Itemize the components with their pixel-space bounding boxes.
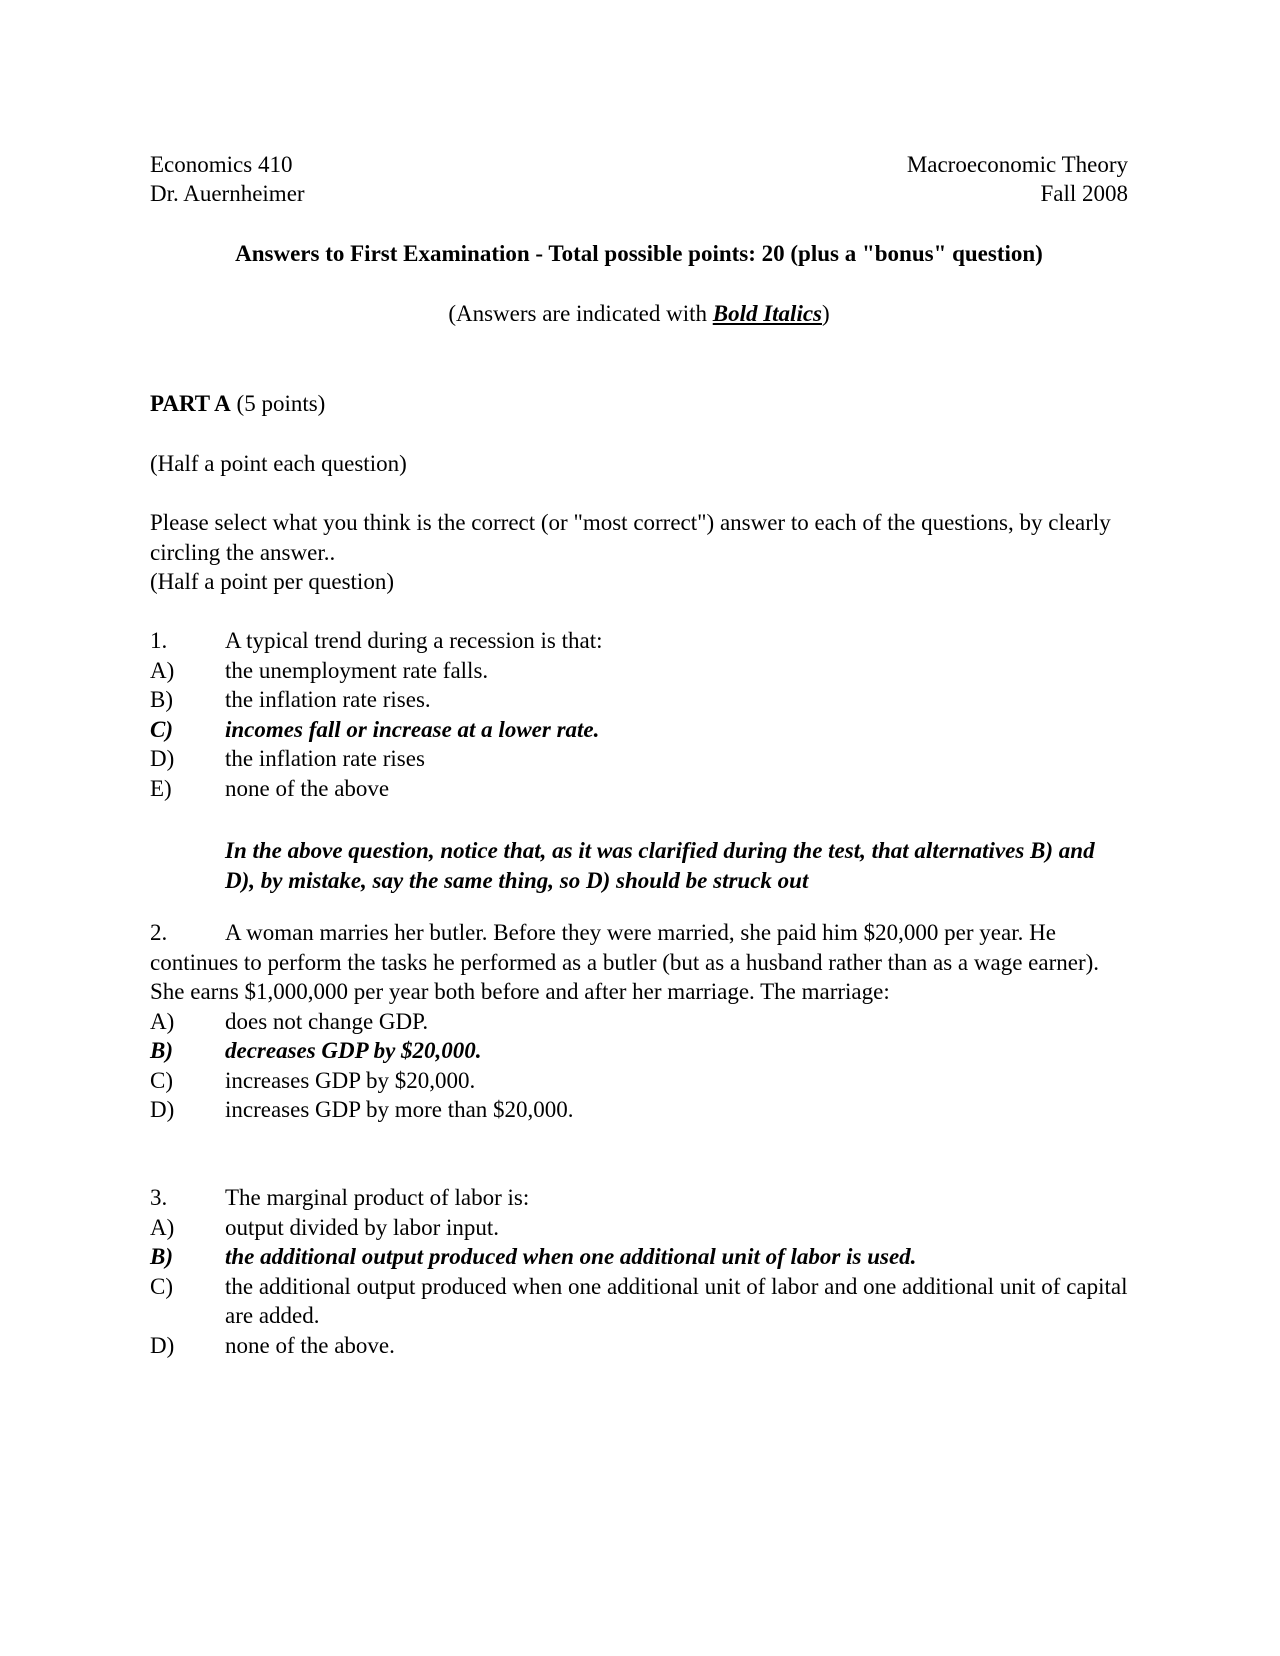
part-a-half-note: (Half a point each question) — [150, 451, 407, 476]
option-b-correct-answer — [150, 1036, 1130, 1066]
option-c — [150, 1272, 1130, 1331]
header-left — [150, 150, 305, 208]
subject-name: Macroeconomic Theory — [906, 152, 1128, 177]
option-text: increases GDP by more than $20,000. — [225, 1097, 574, 1122]
option-text: none of the above — [225, 775, 390, 801]
option-text: decreases GDP by $20,000. — [225, 1038, 482, 1063]
instructor-name: Dr. Auernheimer — [150, 181, 305, 206]
option-label: A) — [150, 1214, 175, 1240]
option-label: C) — [150, 716, 173, 742]
instructions-text: Please select what you think is the correct (or "most correct") answer to each of the questions, by clearly circling the answer.. — [150, 510, 1111, 565]
option-label: D) — [150, 1097, 175, 1122]
option-d — [150, 1095, 1130, 1125]
option-label: C) — [150, 1273, 173, 1299]
question-3 — [150, 1183, 1130, 1360]
option-text: the unemployment rate falls. — [225, 657, 489, 683]
option-b — [150, 685, 1130, 715]
question-text: A typical trend during a recession is that: — [225, 628, 603, 653]
question-number: 3. — [150, 1185, 168, 1210]
question-1 — [150, 626, 1130, 803]
question-number: 1. — [150, 628, 168, 653]
instructions-points: (Half a point per question) — [150, 569, 394, 594]
option-b-correct-answer — [150, 1242, 1130, 1272]
option-c-correct-answer — [150, 715, 1130, 745]
part-a-instructions — [150, 508, 1130, 597]
option-label: C) — [150, 1067, 173, 1093]
option-text: the additional output produced when one additional unit of labor is used. — [225, 1244, 917, 1269]
option-text: the inflation rate rises — [225, 746, 425, 771]
document-title: Answers to First Examination - Total possible points: 20 (plus a "bonus" question) — [235, 241, 1043, 266]
option-text: none of the above. — [225, 1332, 395, 1358]
question-text: The marginal product of labor is: — [225, 1185, 530, 1210]
question-number: 2. — [150, 920, 168, 945]
subtitle-prefix: (Answers are indicated with — [448, 301, 713, 326]
option-text: output divided by labor input. — [225, 1214, 500, 1240]
question-text: A woman marries her butler. Before they were married, she paid him $20,000 per year. He continues to perform the tasks he performed as a butler (but as a husband rather than as a wage earner). She earns $1,000,000 per year both before and after her marriage. The marriage: — [150, 920, 1100, 1004]
option-text: the inflation rate rises. — [225, 687, 431, 712]
option-c — [150, 1066, 1130, 1096]
subtitle-suffix: ) — [822, 301, 830, 326]
course-name: Economics 410 — [150, 152, 293, 177]
question-stem — [150, 626, 1130, 656]
option-a-correct — [150, 1007, 1130, 1037]
option-d — [150, 744, 1130, 774]
option-label: E) — [150, 775, 172, 801]
option-e — [150, 774, 1130, 804]
part-a-label: PART A — [150, 391, 231, 416]
option-text: does not change GDP. — [225, 1008, 429, 1034]
option-label: A) — [150, 657, 175, 683]
option-text: incomes fall or increase at a lower rate. — [225, 716, 600, 742]
option-label: B) — [150, 1038, 173, 1063]
header-right — [907, 150, 1128, 208]
question-2 — [150, 918, 1130, 1125]
option-text: the additional output produced when one additional unit of labor and one additional unit of capital are added. — [225, 1273, 1128, 1328]
term: Fall 2008 — [1040, 181, 1128, 206]
question-1-note: In the above question, notice that, as it was clarified during the test, that alternatives B) and D), by mistake, say the same thing, so D) should be struck out — [225, 838, 1095, 893]
part-a-heading — [150, 389, 1130, 419]
option-text: increases GDP by $20,000. — [225, 1067, 476, 1093]
subtitle-emphasis: Bold Italics — [712, 301, 822, 326]
option-label: D) — [150, 746, 175, 771]
option-a — [150, 1213, 1130, 1243]
option-label: B) — [150, 1244, 173, 1269]
option-label: B) — [150, 687, 173, 712]
option-a — [150, 656, 1130, 686]
part-a-points: (5 points) — [230, 391, 326, 416]
document-subtitle — [150, 301, 1128, 327]
option-label: D) — [150, 1332, 175, 1358]
option-d — [150, 1331, 1130, 1361]
question-stem — [150, 918, 1130, 1007]
question-stem — [150, 1183, 1130, 1213]
option-label: A) — [150, 1008, 175, 1034]
